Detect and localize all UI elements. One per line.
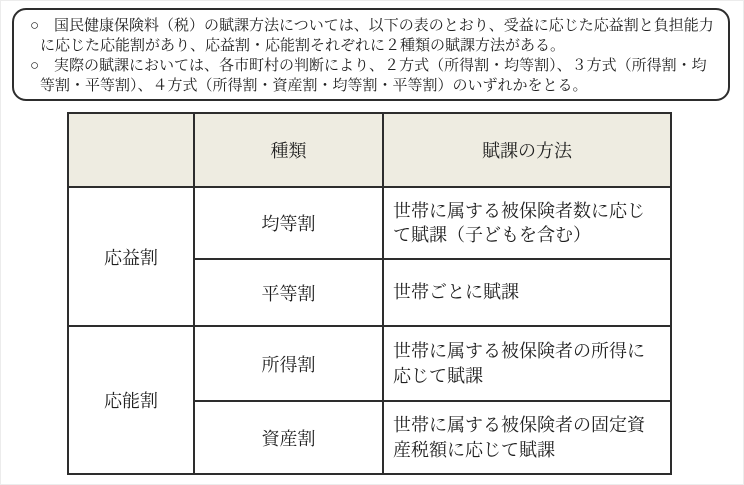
type-cell-shotokuwari: 所得割 (194, 326, 383, 401)
type-cell-shisanwari: 資産割 (194, 401, 383, 474)
group-label-ounowari: 応能割 (68, 326, 194, 474)
method-cell-shotokuwari: 世帯に属する被保険者の所得に応じて賦課 (383, 326, 671, 401)
header-method-cell: 賦課の方法 (383, 113, 671, 187)
header-corner-cell (68, 113, 194, 187)
levy-table-container (67, 112, 672, 475)
method-cell-byodowari: 世帯ごとに賦課 (383, 259, 671, 326)
method-cell-kintowari: 世帯に属する被保険者数に応じて賦課（子どもを含む） (383, 187, 671, 259)
summary-note-box (12, 8, 730, 101)
type-cell-kintowari: 均等割 (194, 187, 383, 259)
type-cell-byodowari: 平等割 (194, 259, 383, 326)
group-label-ouekiwari: 応益割 (68, 187, 194, 326)
table-header-row (68, 113, 671, 187)
method-cell-shisanwari: 世帯に属する被保険者の固定資産税額に応じて賦課 (383, 401, 671, 474)
table-row-kintowari (68, 187, 671, 259)
table-row-shotokuwari (68, 326, 671, 401)
note-bullet-1: ○ 国民健康保険料（税）の賦課方法については、以下の表のとおり、受益に応じた応益割と負担能力に応じた応能割があり、応益割・応能割それぞれに２種類の賦課方法がある。 (30, 17, 714, 54)
levy-method-table (67, 112, 672, 475)
note-bullet-2: ○ 実際の賦課においては、各市町村の判断により、２方式（所得割・均等割）、３方式（所得割・均等割・平等割）、４方式（所得割・資産割・均等割・平等割）のいずれかをとる。 (30, 57, 707, 94)
header-type-cell: 種類 (194, 113, 383, 187)
